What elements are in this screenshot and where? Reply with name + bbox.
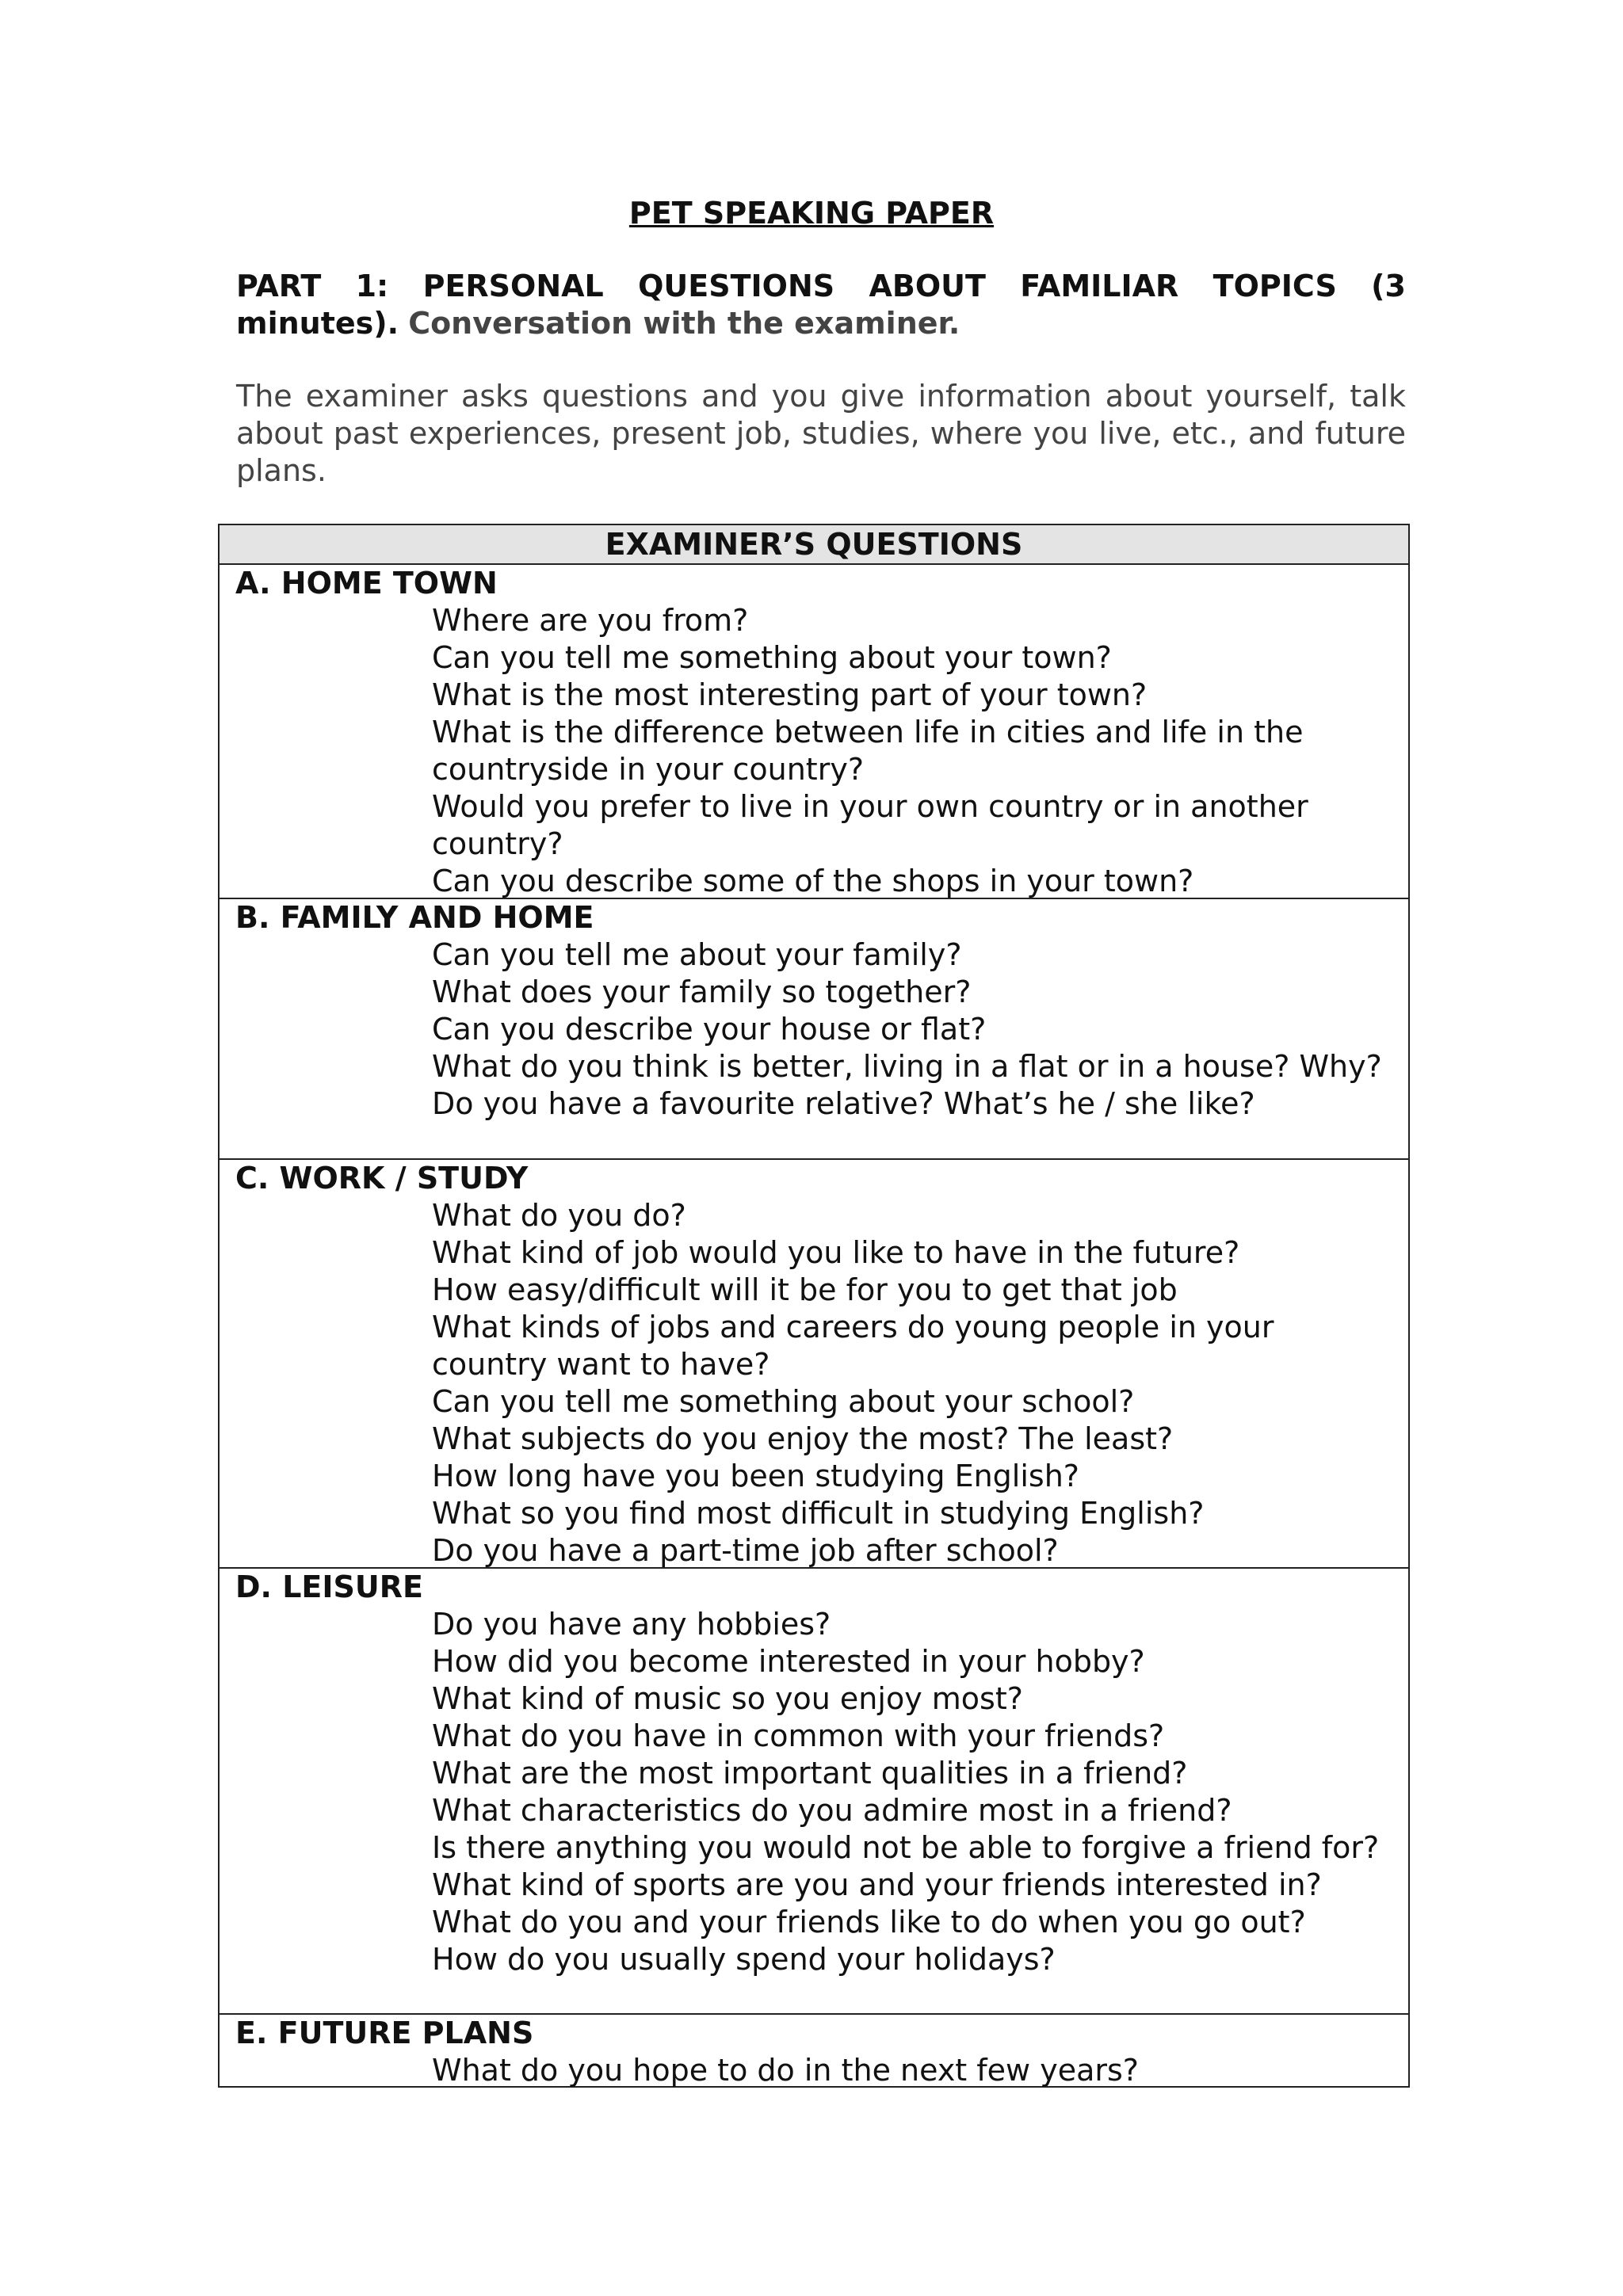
question-item: Is there anything you would not be able to forgive a friend for?	[432, 1830, 1380, 1865]
part-subtitle: Conversation with the examiner.	[408, 306, 960, 341]
question-item: What characteristics do you admire most in a friend?	[432, 1793, 1232, 1828]
section-leisure	[220, 1569, 1408, 2015]
question-item: What is the difference between life in cities and life in the countryside in your country?	[432, 715, 1304, 787]
question-item: Can you tell me something about your town?	[432, 640, 1112, 675]
section-family-and-home	[220, 899, 1408, 1160]
question-item: Can you tell me about your family?	[432, 937, 962, 972]
question-item: What do you do?	[432, 1198, 686, 1233]
question-item: How long have you been studying English?	[432, 1459, 1079, 1493]
section-title: B. FAMILY AND HOME	[235, 900, 594, 935]
question-item: What subjects do you enjoy the most? The least?	[432, 1421, 1174, 1456]
question-item: What do you hope to do in the next few years?	[432, 2053, 1139, 2088]
intro-paragraph: The examiner asks questions and you give information about yourself, talk about past experiences, present job, studies, where you live, etc., and future plans.	[236, 379, 1406, 488]
question-item: Can you describe your house or flat?	[432, 1012, 987, 1047]
questions-table	[218, 524, 1410, 2088]
question-item: Where are you from?	[432, 603, 749, 638]
question-item: How do you usually spend your holidays?	[432, 1942, 1056, 1977]
question-item: How did you become interested in your hobby?	[432, 1644, 1145, 1679]
part-heading	[236, 268, 1406, 342]
section-title: C. WORK / STUDY	[235, 1161, 529, 1196]
question-item: What kind of sports are you and your friends interested in?	[432, 1867, 1322, 1902]
question-item: What do you have in common with your friends?	[432, 1718, 1165, 1753]
question-item: What kind of job would you like to have in the future?	[432, 1235, 1240, 1270]
question-item: What so you find most difficult in studying English?	[432, 1496, 1205, 1531]
page-title: PET SPEAKING PAPER	[628, 196, 995, 231]
section-home-town	[220, 565, 1408, 899]
question-item: What are the most important qualities in a friend?	[432, 1756, 1188, 1791]
question-item: What kinds of jobs and careers do young people in your country want to have?	[432, 1310, 1274, 1382]
question-item: Do you have a favourite relative? What’s he / she like?	[432, 1086, 1255, 1121]
question-item: Do you have a part-time job after school?	[432, 1533, 1059, 1568]
section-work-study	[220, 1160, 1408, 1569]
question-item: What is the most interesting part of your town?	[432, 677, 1148, 712]
section-future-plans	[220, 2015, 1408, 2089]
question-item: Do you have any hobbies?	[432, 1607, 831, 1642]
question-item: What do you and your friends like to do when you go out?	[432, 1905, 1306, 1939]
section-title: D. LEISURE	[235, 1569, 423, 1604]
section-title: A. HOME TOWN	[235, 566, 498, 601]
table-header: EXAMINER’S QUESTIONS	[220, 525, 1408, 565]
question-item: Can you describe some of the shops in your town?	[432, 864, 1194, 898]
part-title: PART 1: PERSONAL QUESTIONS ABOUT FAMILIAR TOPICS (3 minutes).	[236, 269, 1406, 341]
section-title: E. FUTURE PLANS	[235, 2016, 534, 2050]
question-item: What do you think is better, living in a flat or in a house? Why?	[432, 1049, 1382, 1084]
question-item: Can you tell me something about your school?	[432, 1384, 1135, 1419]
question-item: What kind of music so you enjoy most?	[432, 1681, 1023, 1716]
question-item: What does your family so together?	[432, 974, 972, 1009]
question-item: How easy/difficult will it be for you to get that job	[432, 1272, 1178, 1307]
question-item: Would you prefer to live in your own country or in another country?	[432, 789, 1308, 861]
